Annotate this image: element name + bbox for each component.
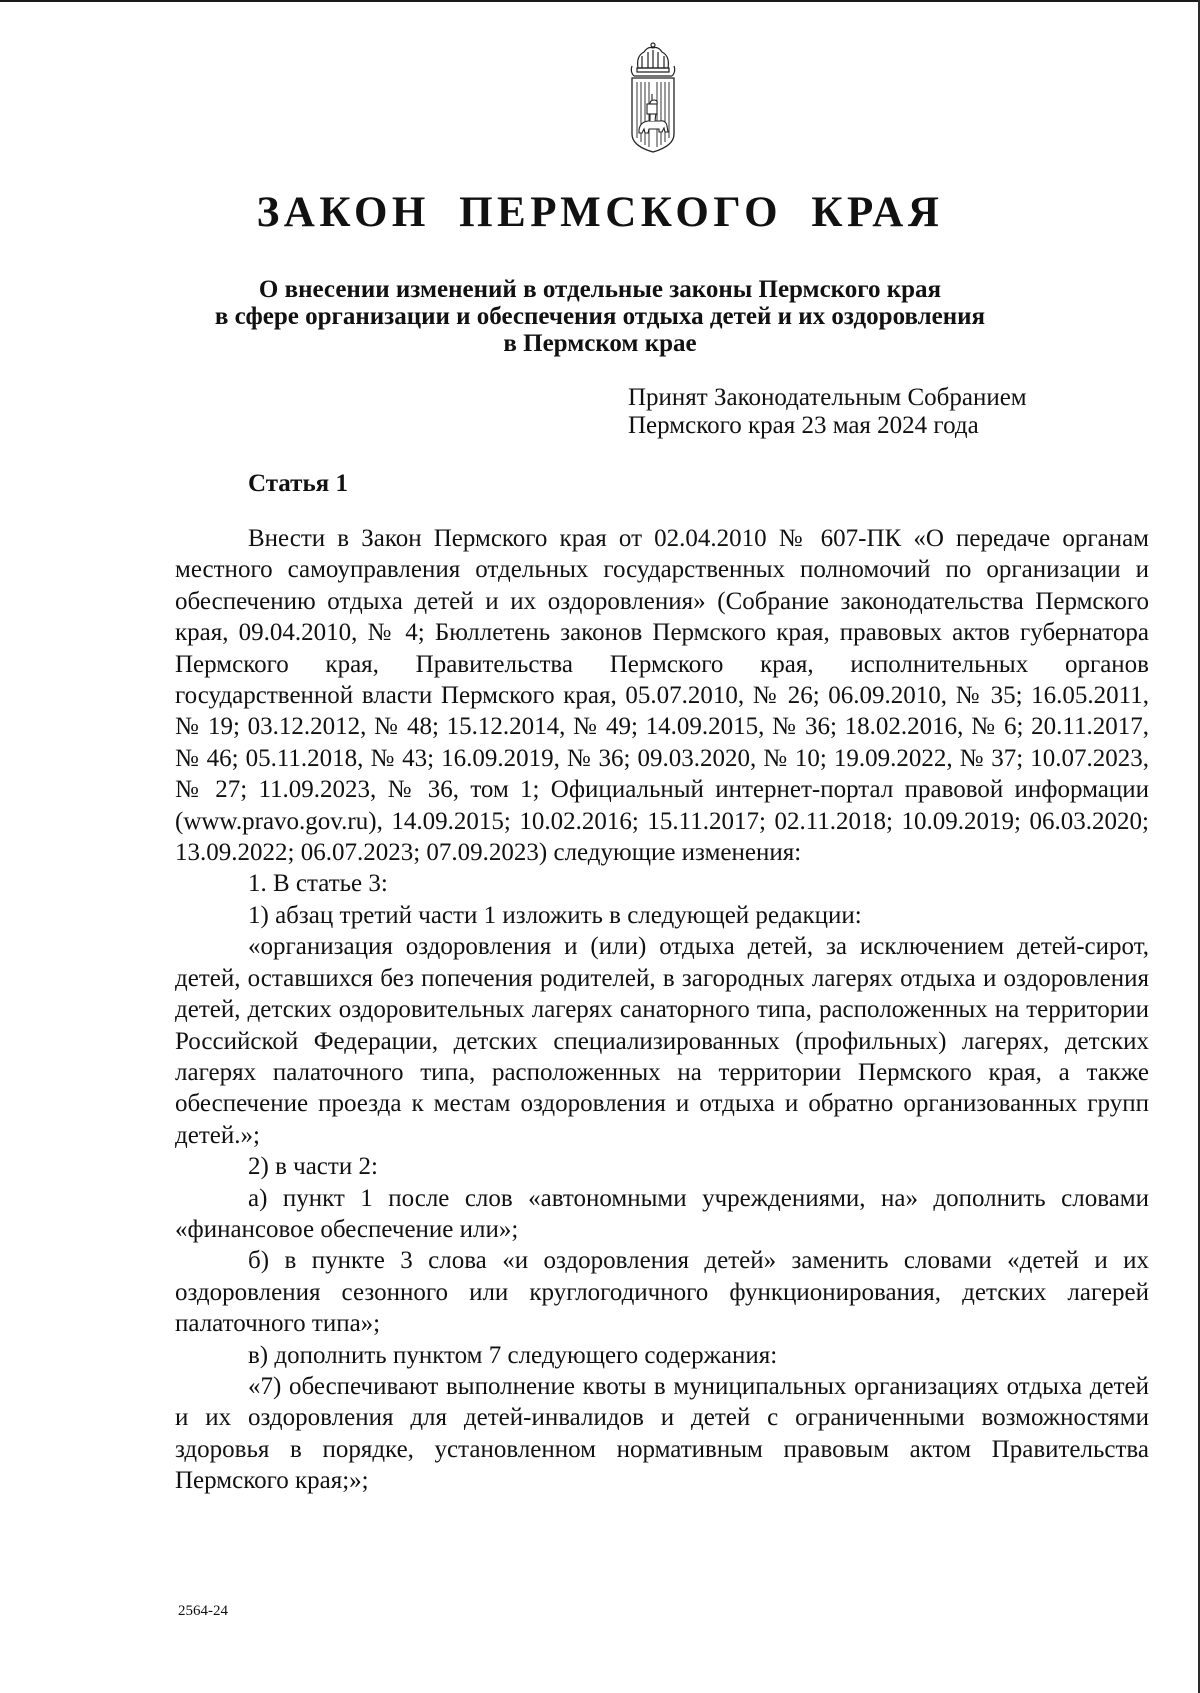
adoption-line: Принят Законодательным Собранием xyxy=(628,384,1027,411)
law-title: ЗАКОН ПЕРМСКОГО КРАЯ xyxy=(256,189,944,236)
body-paragraph: Внести в Закон Пермского края от 02.04.2010 № 607-ПК «О передаче органам местного самоуправления отдельных государственных полномочий по организации и обеспечению отдыха детей и их оздоровления» (Собрание законодательства Пермского края, 09.04.2010, № 4; Бюллетень законов Пермского края, правовых актов губернатора Пермского края, Правительства Пермского края, исполнительных органов государственной власти Пермского края, 05.07.2010, № 26; 06.09.2010, № 35; 16.05.2011, № 19; 03.12.2012, № 48; 15.12.2014, № 49; 14.09.2015, № 36; 18.02.2016, № 6; 20.11.2017, № 46; 05.11.2018, № 43; 16.09.2019, № 36; 09.03.2020, № 10; 19.09.2022, № 37; 10.07.2023, № 27; 11.09.2023, № 36, том 1; Официальный интернет-портал правовой информации (www.pravo.gov.ru), 14.09.2015; 10.02.2016; 15.11.2017; 02.11.2018; 10.09.2019; 06.03.2020; 13.09.2022; 06.07.2023; 07.09.2023) следующие изменения: xyxy=(175,525,1149,867)
body-paragraph: 1. В статье 3: xyxy=(248,870,388,898)
law-subtitle xyxy=(150,276,1050,357)
perm-krai-coat-of-arms-icon xyxy=(628,42,678,154)
article-body xyxy=(175,523,1149,1497)
subtitle-line: в сфере организации и обеспечения отдыха детей и их оздоровления xyxy=(214,303,986,330)
body-paragraph: б) в пункте 3 слова «и оздоровления детей» заменить словами «детей и их оздоровления сезонного или круглогодичного функционирования, детских лагерей палаточного типа»; xyxy=(175,1247,1149,1338)
body-paragraph: 2) в части 2: xyxy=(248,1153,378,1181)
body-paragraph: «7) обеспечивают выполнение квоты в муниципальных организациях отдыха детей и их оздоровления для детей-инвалидов и детей с ограниченными возможностями здоровья в порядке, установленном нормативным правовым актом Правительства Пермского края;»; xyxy=(175,1372,1149,1495)
body-paragraph: в) дополнить пунктом 7 следующего содержания: xyxy=(248,1341,778,1369)
subtitle-line: О внесении изменений в отдельные законы Пермского края xyxy=(258,276,942,303)
body-paragraph: «организация оздоровления и (или) отдыха детей, за исключением детей-сирот, детей, оставшихся без попечения родителей, в загородных лагерях отдыха и оздоровления детей, детских оздоровительных лагерях санаторного типа, расположенных на территории Российской Федерации, детских специализированных (профильных) лагерях, детских лагерях палаточного типа, расположенных на территории Пермского края, а также обеспечение проезда к местам оздоровления и отдыха и обратно организованных групп детей.»; xyxy=(175,933,1149,1149)
subtitle-line: в Пермском крае xyxy=(503,330,697,357)
body-paragraph: а) пункт 1 после слов «автономными учреждениями, на» дополнить словами «финансовое обеспечение или»; xyxy=(175,1184,1149,1243)
adoption-line: Пермского края 23 мая 2024 года xyxy=(628,412,979,439)
body-paragraph: 1) абзац третий части 1 изложить в следующей редакции: xyxy=(248,901,862,929)
scan-edge-top xyxy=(0,0,1200,2)
article-heading: Статья 1 xyxy=(248,470,348,497)
adoption-note xyxy=(628,384,1088,440)
document-code: 2564-24 xyxy=(178,1603,228,1619)
